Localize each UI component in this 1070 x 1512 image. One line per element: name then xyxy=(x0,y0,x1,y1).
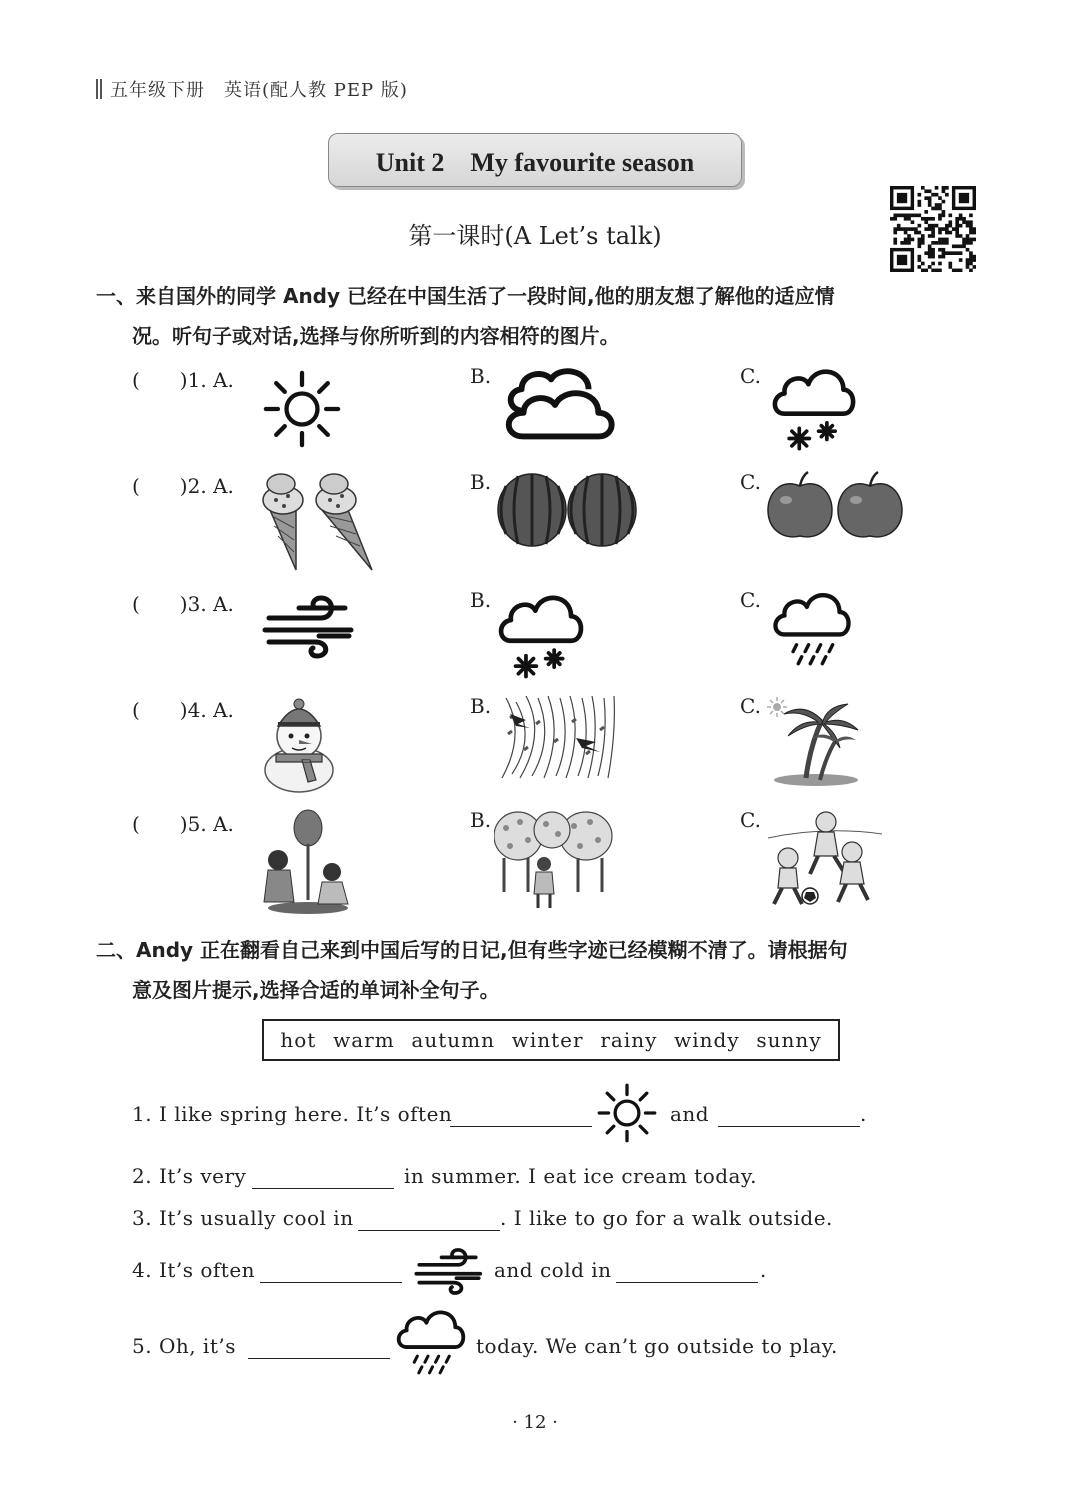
page-header xyxy=(96,76,408,102)
question-5-option-b-label: B. xyxy=(470,808,492,832)
rain-cloud-icon-hint xyxy=(392,1306,470,1382)
word-bank-item: warm xyxy=(333,1028,395,1052)
question-1-option-c-label: C. xyxy=(740,364,761,388)
question-5-number: ( )5. A. xyxy=(132,812,234,836)
sentence-4-period: . xyxy=(760,1258,767,1282)
sentence-1-blank-1[interactable] xyxy=(450,1106,592,1127)
sentence-4-part-a: 4. It’s often xyxy=(132,1258,256,1282)
question-3-option-c-label: C. xyxy=(740,588,761,612)
sentence-5-part-a: 5. Oh, it’s xyxy=(132,1334,236,1358)
question-2-number: ( )2. A. xyxy=(132,474,234,498)
question-4-option-c-label: C. xyxy=(740,694,761,718)
sentence-1-blank-2[interactable] xyxy=(718,1106,860,1127)
unit-title: Unit 2 My favourite season xyxy=(328,133,742,187)
sentence-2-part-a: 2. It’s very xyxy=(132,1164,247,1188)
kids-football-image xyxy=(768,808,882,912)
snowman-image xyxy=(258,696,340,794)
section1-instruction-line2: 况。听句子或对话,选择与你所听到的内容相符的图片。 xyxy=(132,324,620,348)
word-bank-item: windy xyxy=(674,1028,740,1052)
cloudy-icon xyxy=(494,362,622,444)
sentence-3-blank[interactable] xyxy=(358,1210,500,1231)
sentence-5-blank[interactable] xyxy=(248,1338,390,1359)
word-bank-item: sunny xyxy=(756,1028,822,1052)
wind-icon xyxy=(258,590,360,660)
header-text: 五年级下册 英语(配人教 PEP 版) xyxy=(110,80,408,101)
apple-image xyxy=(766,470,906,542)
planting-tree-image xyxy=(260,808,356,916)
word-bank-item: rainy xyxy=(600,1028,658,1052)
sentence-1-part-a: 1. I like spring here. It’s often xyxy=(132,1102,453,1126)
word-bank-item: autumn xyxy=(411,1028,495,1052)
sun-icon xyxy=(256,366,348,452)
word-bank-item: hot xyxy=(280,1028,317,1052)
sentence-3-part-a: 3. It’s usually cool in xyxy=(132,1206,354,1230)
question-2-option-c-label: C. xyxy=(740,470,761,494)
sun-icon-hint xyxy=(592,1080,662,1146)
word-bank-item: winter xyxy=(511,1028,584,1052)
question-3-option-b-label: B. xyxy=(470,588,492,612)
page-number: · 12 · xyxy=(512,1412,558,1433)
snow-cloud-icon-2 xyxy=(494,590,588,684)
willow-swallows-image xyxy=(496,694,620,780)
question-1-number: ( )1. A. xyxy=(132,368,234,392)
header-bar-icon xyxy=(96,79,102,99)
palm-island-image xyxy=(770,696,862,788)
rain-cloud-icon xyxy=(766,588,858,674)
word-bank xyxy=(262,1019,840,1061)
sentence-5-part-b: today. We can’t go outside to play. xyxy=(476,1334,838,1358)
question-2-option-b-label: B. xyxy=(470,470,492,494)
question-4-number: ( )4. A. xyxy=(132,698,234,722)
sentence-4-part-b: and cold in xyxy=(494,1258,612,1282)
snow-cloud-icon xyxy=(768,364,860,456)
sentence-1-part-b: and xyxy=(670,1102,710,1126)
qr-code-icon[interactable] xyxy=(890,186,976,272)
question-4-option-b-label: B. xyxy=(470,694,492,718)
sentence-4-blank-2[interactable] xyxy=(616,1262,758,1283)
question-3-number: ( )3. A. xyxy=(132,592,234,616)
section2-instruction-line2: 意及图片提示,选择合适的单词补全句子。 xyxy=(132,978,500,1002)
section2-instruction-line1: 二、Andy 正在翻看自己来到中国后写的日记,但有些字迹已经模糊不清了。请根据句 xyxy=(96,938,848,962)
sentence-1-period: . xyxy=(860,1102,867,1126)
sentence-2-part-b: in summer. I eat ice cream today. xyxy=(404,1164,757,1188)
apple-orchard-image xyxy=(494,810,614,910)
wind-icon-hint xyxy=(410,1244,488,1296)
ice-cream-image xyxy=(256,470,378,574)
lesson-title: 第一课时(A Let’s talk) xyxy=(408,222,662,250)
section1-instruction-line1: 一、来自国外的同学 Andy 已经在中国生活了一段时间,他的朋友想了解他的适应情 xyxy=(96,284,835,308)
sentence-4-blank-1[interactable] xyxy=(260,1262,402,1283)
watermelon-image xyxy=(496,472,640,548)
sentence-2-blank[interactable] xyxy=(252,1168,394,1189)
question-5-option-c-label: C. xyxy=(740,808,761,832)
sentence-3-part-b: . I like to go for a walk outside. xyxy=(500,1206,833,1230)
question-1-option-b-label: B. xyxy=(470,364,492,388)
